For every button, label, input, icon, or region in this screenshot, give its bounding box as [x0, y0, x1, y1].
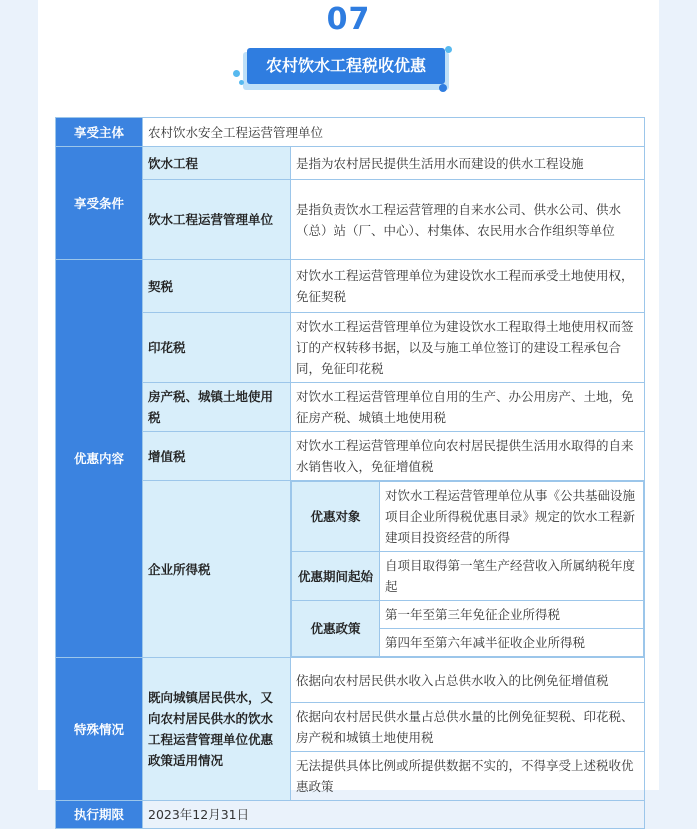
benefit-desc: 对饮水工程运营管理单位为建设饮水工程而承受土地使用权，免征契税	[291, 260, 645, 313]
special-desc: 依据向农村居民供水收入占总供水收入的比例免征增值税	[291, 658, 645, 703]
cit-policy-line: 第四年至第六年减半征收企业所得税	[380, 629, 644, 657]
left-margin	[0, 0, 38, 790]
special-name: 既向城镇居民供水，又向农村居民供水的饮水工程运营管理单位优惠政策适用情况	[143, 658, 291, 801]
benefit-name: 房产税、城镇土地使用税	[143, 383, 291, 432]
section-title: 农村饮水工程税收优惠	[247, 48, 445, 84]
cit-detail	[291, 481, 645, 658]
benefit-desc: 对饮水工程运营管理单位自用的生产、办公用房产、土地，免征房产税、城镇土地使用税	[291, 383, 645, 432]
cit-period-label: 优惠期间起始	[292, 552, 380, 601]
decor-dot-icon	[445, 46, 452, 53]
subject-label: 享受主体	[56, 118, 143, 147]
cit-policy-label: 优惠政策	[292, 601, 380, 657]
condition-desc: 是指负责饮水工程运营管理的自来水公司、供水公司、供水（总）站（厂、中心）、村集体、农民用水合作组织等单位	[291, 180, 645, 260]
right-margin	[659, 0, 697, 790]
decor-dot-icon	[233, 70, 240, 77]
cit-target-value: 对饮水工程运营管理单位从事《公共基础设施项目企业所得税优惠目录》规定的饮水工程新建项目投资经营的所得	[380, 482, 644, 552]
subject-value: 农村饮水安全工程运营管理单位	[143, 118, 645, 147]
special-label: 特殊情况	[56, 658, 143, 801]
cit-target-label: 优惠对象	[292, 482, 380, 552]
title-banner	[233, 44, 459, 96]
benefit-desc: 对饮水工程运营管理单位为建设饮水工程取得土地使用权而签订的产权转移书据，以及与施工单位签订的建设工程承包合同，免征印花税	[291, 313, 645, 383]
decor-dot-icon	[439, 84, 447, 92]
special-desc: 依据向农村居民供水量占总供水量的比例免征契税、印花税、房产税和城镇土地使用税	[291, 703, 645, 752]
cit-subtable	[291, 481, 644, 657]
benefit-name: 契税	[143, 260, 291, 313]
condition-desc: 是指为农村居民提供生活用水而建设的供水工程设施	[291, 147, 645, 180]
cit-policy-line: 第一年至第三年免征企业所得税	[380, 601, 644, 629]
benefit-name: 企业所得税	[143, 481, 291, 658]
special-desc: 无法提供具体比例或所提供数据不实的，不得享受上述税收优惠政策	[291, 752, 645, 801]
decor-dot-icon	[239, 80, 244, 85]
deadline-label: 执行期限	[56, 801, 143, 829]
condition-name: 饮水工程	[143, 147, 291, 180]
benefit-name: 印花税	[143, 313, 291, 383]
benefit-desc: 对饮水工程运营管理单位向农村居民提供生活用水取得的自来水销售收入，免征增值税	[291, 432, 645, 481]
tax-benefit-table	[55, 117, 645, 829]
cit-period-value: 自项目取得第一笔生产经营收入所属纳税年度起	[380, 552, 644, 601]
conditions-label: 享受条件	[56, 147, 143, 260]
section-number: 07	[326, 2, 371, 37]
benefits-label: 优惠内容	[56, 260, 143, 658]
deadline-value: 2023年12月31日	[143, 801, 645, 829]
benefit-name: 增值税	[143, 432, 291, 481]
condition-name: 饮水工程运营管理单位	[143, 180, 291, 260]
